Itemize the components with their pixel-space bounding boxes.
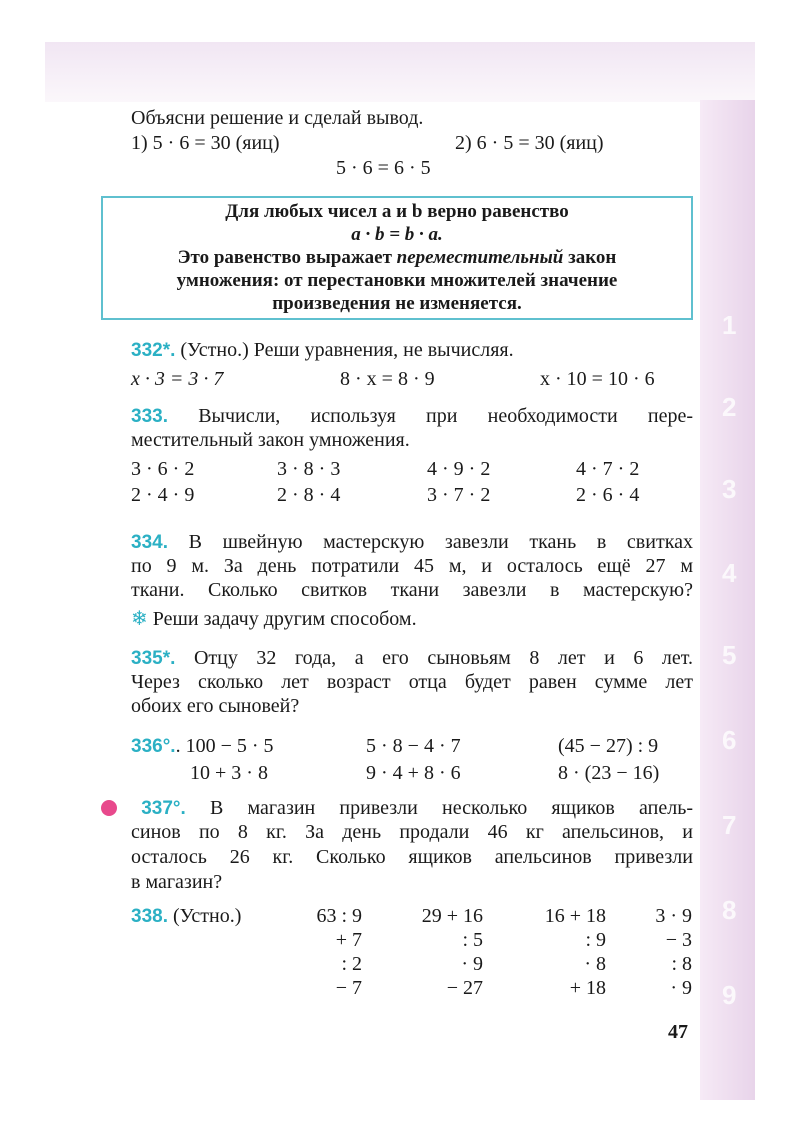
rule-formula: a · b = b · a. — [351, 224, 443, 245]
rule-line: умножения: от перестановки множителей значение — [176, 270, 618, 291]
side-tab: 4 — [722, 558, 737, 588]
intro-eq3: 5 · 6 = 6 · 5 — [336, 157, 431, 179]
task-336: 336°.. 100 − 5 · 5 — [131, 735, 274, 757]
task-337-text: осталось 26 кг. Сколько ящиков апельсинов привезли — [131, 846, 693, 868]
equation: x · 3 = 3 · 7 — [131, 368, 224, 390]
side-tab: 9 — [722, 980, 737, 1010]
side-tab: 8 — [722, 895, 737, 925]
task-338: 338. (Устно.) — [131, 905, 242, 927]
rule-line: Для любых чисел a и b верно равенство — [225, 201, 569, 222]
task-332: 332*. (Устно.) Реши уравнения, не вычисляя. — [131, 339, 514, 361]
side-tab: 7 — [722, 810, 737, 840]
chain-column: 29 + 16 : 5 · 9 − 27 — [421, 905, 483, 999]
task-334-extra: ❄ Реши задачу другим способом. — [131, 608, 417, 630]
expr: 10 + 3 · 8 — [190, 762, 268, 784]
side-tab: 5 — [722, 640, 737, 670]
side-tab: 1 — [722, 310, 737, 340]
expr: 2 · 8 · 4 — [277, 484, 341, 506]
expr: 3 · 6 · 2 — [131, 458, 195, 480]
top-band — [45, 42, 755, 102]
expr: 3 · 7 · 2 — [427, 484, 491, 506]
expr: 4 · 7 · 2 — [576, 458, 640, 480]
expr: 2 · 6 · 4 — [576, 484, 640, 506]
expr: 9 · 4 + 8 · 6 — [366, 762, 461, 784]
chain-column: 16 + 18 : 9 · 8 + 18 — [544, 905, 606, 999]
marker-dot-icon — [101, 800, 117, 816]
chain-column: 3 · 9 − 3 : 8 · 9 — [655, 905, 692, 999]
rule-line: Это равенство выражает переместительный закон — [177, 247, 617, 268]
task-335: 335*. Отцу 32 года, а его сыновьям 8 лет и 6 лет. — [131, 647, 693, 669]
task-337: 337°. В магазин привезли несколько ящиков апель- — [101, 796, 693, 821]
side-tab: 2 — [722, 392, 737, 422]
equation: 8 · x = 8 · 9 — [340, 368, 435, 390]
task-335-text: Через сколько лет возраст отца будет равен сумме лет — [131, 671, 693, 693]
rule-box — [101, 196, 693, 320]
page-number: 47 — [668, 1021, 688, 1043]
equation: x · 10 = 10 · 6 — [540, 368, 655, 390]
intro-eq2: 2) 6 · 5 = 30 (яиц) — [455, 132, 604, 154]
expr: 4 · 9 · 2 — [427, 458, 491, 480]
side-tab: 3 — [722, 474, 737, 504]
task-337-text: в магазин? — [131, 871, 223, 893]
task-333: 333. Вычисли, используя при необходимости пере- — [131, 405, 693, 427]
intro-eq1: 1) 5 · 6 = 30 (яиц) — [131, 132, 280, 154]
task-333-text: местительный закон умножения. — [131, 429, 410, 451]
side-tab: 6 — [722, 725, 737, 755]
expr: 5 · 8 − 4 · 7 — [366, 735, 461, 757]
intro-text: Объясни решение и сделай вывод. — [131, 107, 424, 129]
task-334-text: ткани. Сколько свитков ткани завезли в мастерскую? — [131, 579, 693, 601]
task-334: 334. В швейную мастерскую завезли ткань в свитках — [131, 531, 693, 553]
expr: 8 · (23 − 16) — [558, 762, 660, 784]
task-335-text: обоих его сыновей? — [131, 695, 300, 717]
expr: 3 · 8 · 3 — [277, 458, 341, 480]
side-tab-strip — [700, 100, 755, 1100]
snowflake-icon: ❄ — [131, 608, 148, 630]
expr: (45 − 27) : 9 — [558, 735, 659, 757]
rule-line: произведения не изменяется. — [272, 293, 522, 314]
task-337-text: синов по 8 кг. За день продали 46 кг апельсинов, и — [131, 821, 693, 843]
task-334-text: по 9 м. За день потратили 45 м, и осталось ещё 27 м — [131, 555, 693, 577]
chain-column: 63 : 9 + 7 : 2 − 7 — [316, 905, 362, 999]
expr: 2 · 4 · 9 — [131, 484, 195, 506]
